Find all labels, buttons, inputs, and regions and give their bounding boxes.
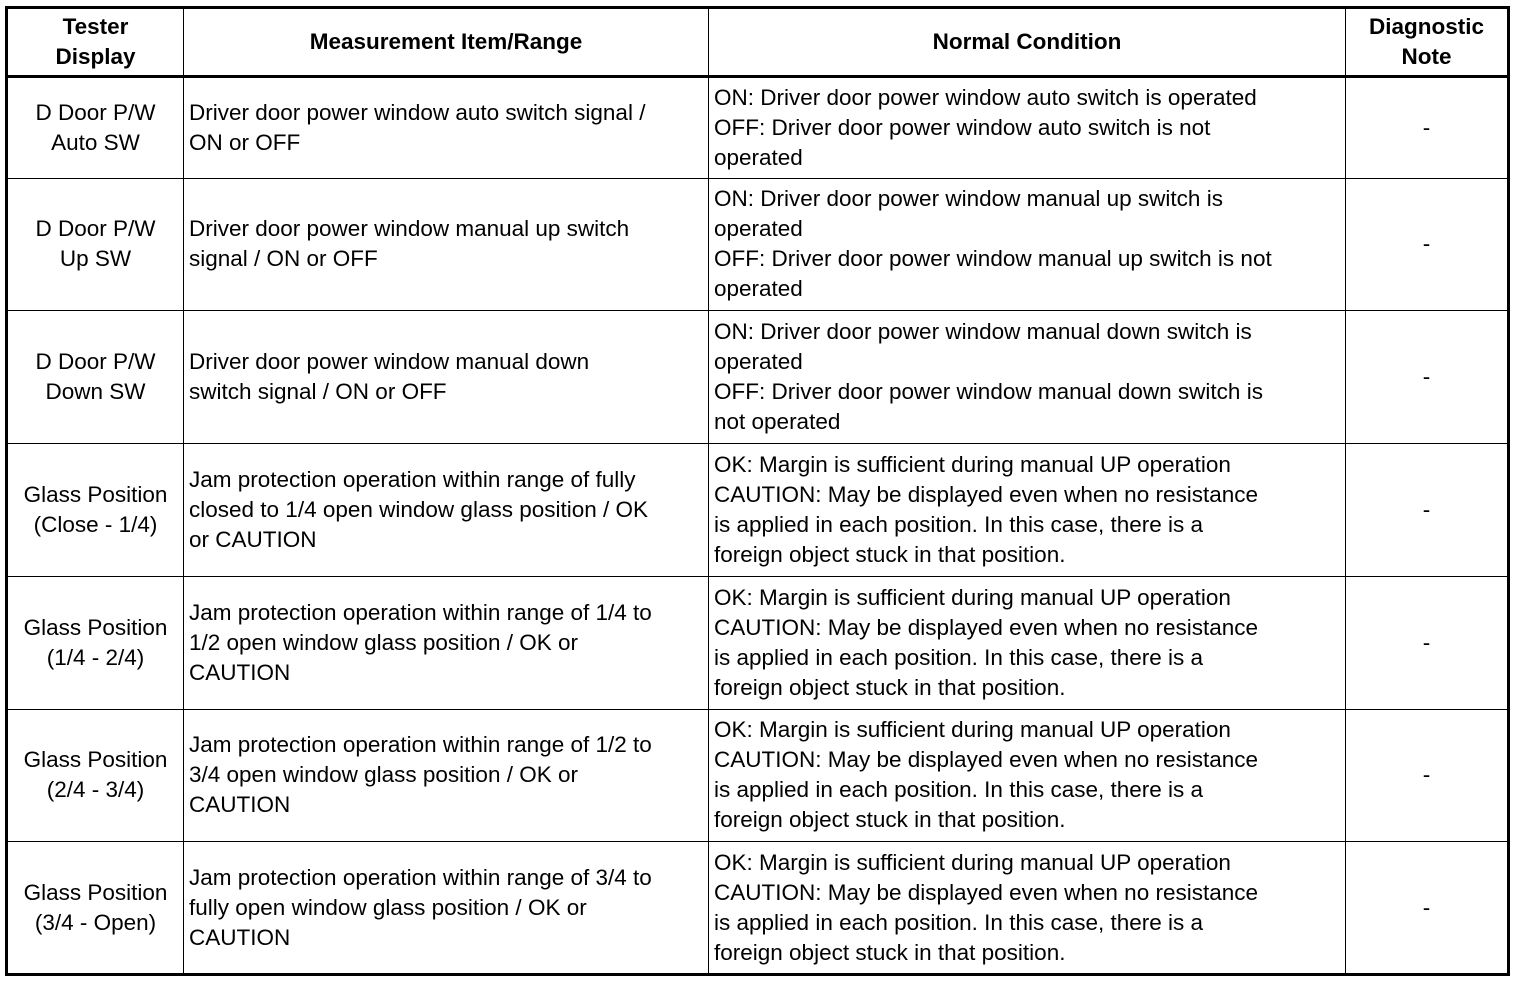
normal-condition-cell: [709, 311, 1346, 444]
normal-condition-cell: [709, 77, 1346, 179]
normal-condition-cell: [709, 178, 1346, 311]
measurement-cell: [184, 842, 709, 975]
diagnostic-note-cell: -: [1346, 842, 1509, 975]
tester-display-cell: [7, 178, 184, 311]
cell-text-line: ON or OFF: [189, 129, 301, 155]
cell-text-line: CAUTION: [189, 792, 291, 818]
table-row: [7, 444, 1509, 577]
cell-text-line: Glass Position: [23, 747, 168, 773]
cell-text-line: not operated: [714, 409, 841, 435]
cell-text-line: (2/4 - 3/4): [46, 777, 145, 803]
cell-text-line: is applied in each position. In this case, there is a: [714, 909, 1204, 935]
table-body: [7, 77, 1509, 975]
header-text: Note: [1401, 44, 1452, 69]
cell-text-line: OK: Margin is sufficient during manual UP operation: [714, 451, 1231, 477]
normal-condition-cell: [709, 709, 1346, 842]
table-row: [7, 576, 1509, 709]
cell-text-line: foreign object stuck in that position.: [714, 939, 1066, 965]
diagnostic-note-cell: -: [1346, 444, 1509, 577]
cell-text-line: Down SW: [45, 379, 146, 405]
cell-text-line: signal / ON or OFF: [189, 246, 378, 272]
diagnostic-note-cell: -: [1346, 311, 1509, 444]
cell-text-line: 1/2 open window glass position / OK or: [189, 629, 578, 655]
measurement-cell: [184, 77, 709, 179]
normal-condition-cell: [709, 444, 1346, 577]
diagnostic-note-cell: -: [1346, 77, 1509, 179]
cell-text-line: Jam protection operation within range of 1/2 to: [189, 732, 652, 758]
tester-display-cell: [7, 444, 184, 577]
cell-text-line: (Close - 1/4): [33, 511, 158, 537]
tester-display-cell: [7, 77, 184, 179]
tester-display-cell: [7, 311, 184, 444]
cell-text-line: operated: [714, 216, 803, 242]
table-header: [7, 8, 1509, 77]
cell-text-line: CAUTION: May be displayed even when no resistance: [714, 879, 1259, 905]
cell-text-line: D Door P/W: [35, 349, 156, 375]
table-row: [7, 77, 1509, 179]
cell-text-line: Jam protection operation within range of 3/4 to: [189, 864, 652, 890]
cell-text-line: is applied in each position. In this case, there is a: [714, 777, 1204, 803]
measurement-cell: [184, 576, 709, 709]
header-text: Tester: [62, 14, 129, 39]
header-text: Display: [55, 44, 136, 69]
tester-display-cell: [7, 576, 184, 709]
cell-text-line: or CAUTION: [189, 526, 317, 552]
diagnostic-note-cell: -: [1346, 178, 1509, 311]
cell-text-line: is applied in each position. In this case, there is a: [714, 511, 1204, 537]
cell-text-line: CAUTION: May be displayed even when no resistance: [714, 614, 1259, 640]
cell-text-line: operated: [714, 349, 803, 375]
measurement-cell: [184, 709, 709, 842]
cell-text-line: Driver door power window manual down: [189, 349, 590, 375]
cell-text-line: foreign object stuck in that position.: [714, 674, 1066, 700]
header-row: [7, 8, 1509, 77]
cell-text-line: (3/4 - Open): [34, 909, 157, 935]
table-row: [7, 842, 1509, 975]
cell-text-line: D Door P/W: [35, 216, 156, 242]
cell-text-line: Driver door power window auto switch signal /: [189, 99, 646, 125]
cell-text-line: switch signal / ON or OFF: [189, 379, 447, 405]
cell-text-line: OK: Margin is sufficient during manual UP operation: [714, 849, 1231, 875]
cell-text-line: OK: Margin is sufficient during manual UP operation: [714, 717, 1231, 743]
measurement-cell: [184, 311, 709, 444]
cell-text-line: Glass Position: [23, 481, 168, 507]
cell-text-line: CAUTION: May be displayed even when no resistance: [714, 481, 1259, 507]
header-diagnostic-note: [1346, 8, 1509, 77]
cell-text-line: OFF: Driver door power window manual down switch is: [714, 379, 1263, 405]
cell-text-line: closed to 1/4 open window glass position / OK: [189, 496, 649, 522]
cell-text-line: Up SW: [59, 246, 132, 272]
cell-text-line: operated: [714, 144, 803, 170]
cell-text-line: Auto SW: [51, 129, 140, 155]
table-row: [7, 311, 1509, 444]
cell-text-line: Jam protection operation within range of fully: [189, 466, 636, 492]
cell-text-line: (1/4 - 2/4): [46, 644, 145, 670]
measurement-cell: [184, 178, 709, 311]
cell-text-line: foreign object stuck in that position.: [714, 807, 1066, 833]
cell-text-line: OK: Margin is sufficient during manual UP operation: [714, 584, 1231, 610]
diagnostic-note-cell: -: [1346, 709, 1509, 842]
cell-text-line: ON: Driver door power window manual up switch is: [714, 186, 1223, 212]
measurement-cell: [184, 444, 709, 577]
cell-text-line: CAUTION: [189, 924, 291, 950]
cell-text-line: operated: [714, 276, 803, 302]
cell-text-line: CAUTION: May be displayed even when no resistance: [714, 747, 1259, 773]
cell-text-line: Driver door power window manual up switch: [189, 216, 630, 242]
header-text: Diagnostic: [1368, 14, 1485, 39]
normal-condition-cell: [709, 842, 1346, 975]
tester-display-cell: [7, 842, 184, 975]
cell-text-line: fully open window glass position / OK or: [189, 894, 587, 920]
cell-text-line: ON: Driver door power window auto switch is operated: [714, 84, 1257, 110]
cell-text-line: ON: Driver door power window manual down switch is: [714, 319, 1252, 345]
diagnostic-note-cell: -: [1346, 576, 1509, 709]
header-normal-condition: Normal Condition: [709, 8, 1346, 77]
cell-text-line: CAUTION: [189, 659, 291, 685]
cell-text-line: OFF: Driver door power window manual up switch is not: [714, 246, 1272, 272]
table-row: [7, 178, 1509, 311]
cell-text-line: Glass Position: [23, 614, 168, 640]
cell-text-line: is applied in each position. In this case, there is a: [714, 644, 1204, 670]
cell-text-line: Glass Position: [23, 879, 168, 905]
cell-text-line: D Door P/W: [35, 99, 156, 125]
diagnostic-data-table: [5, 6, 1510, 976]
tester-display-cell: [7, 709, 184, 842]
cell-text-line: Jam protection operation within range of 1/4 to: [189, 599, 652, 625]
header-tester-display: [7, 8, 184, 77]
normal-condition-cell: [709, 576, 1346, 709]
cell-text-line: foreign object stuck in that position.: [714, 541, 1066, 567]
header-measurement: Measurement Item/Range: [184, 8, 709, 77]
cell-text-line: OFF: Driver door power window auto switch is not: [714, 114, 1211, 140]
cell-text-line: 3/4 open window glass position / OK or: [189, 762, 578, 788]
table-row: [7, 709, 1509, 842]
